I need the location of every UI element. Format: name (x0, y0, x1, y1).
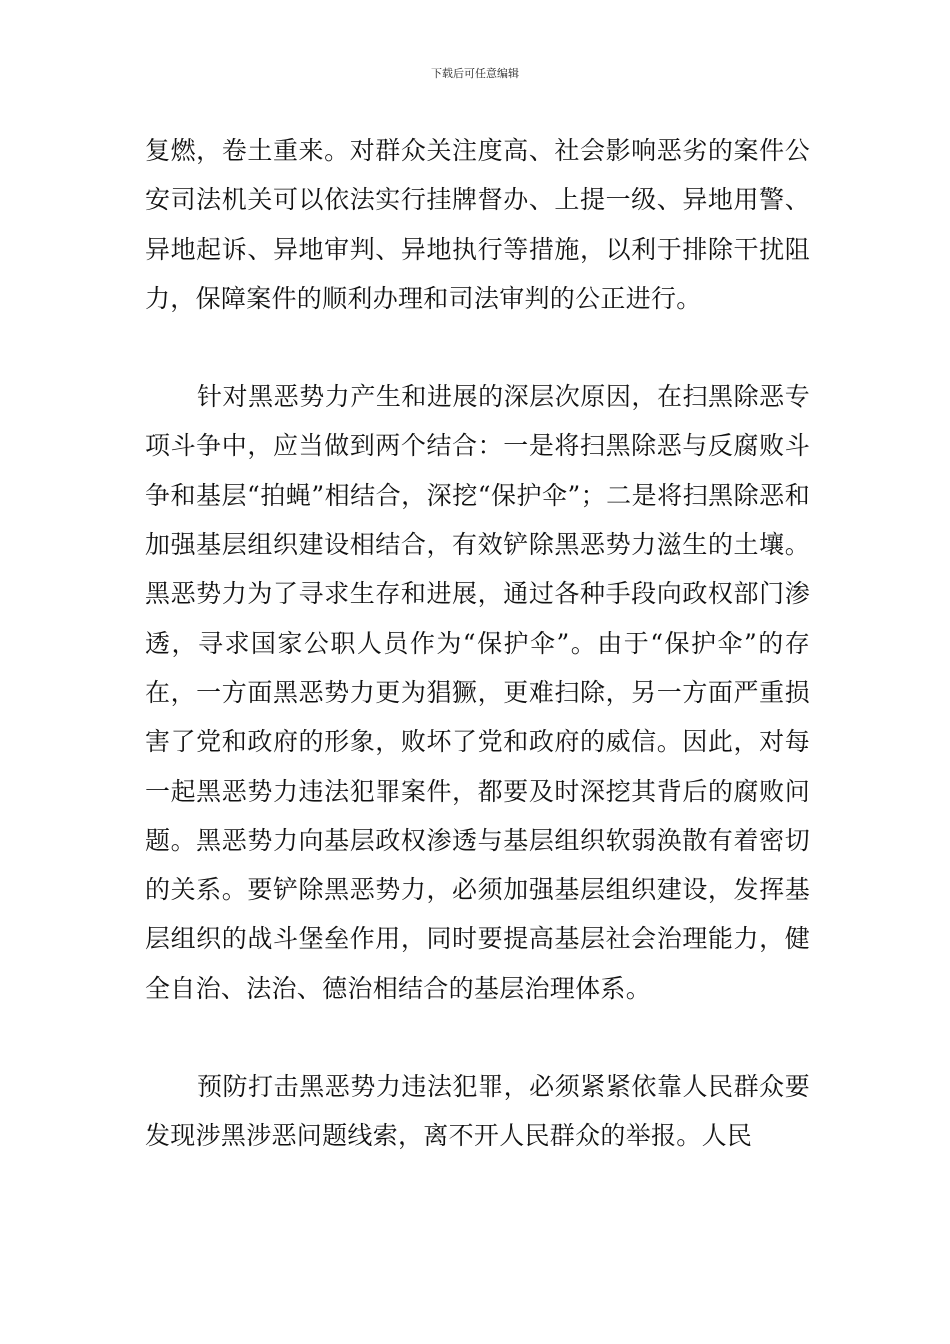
paragraph-3: 预防打击黑恶势力违法犯罪，必须紧紧依靠人民群众要发现涉黑涉恶问题线索，离不开人民群众的举报。人民 (145, 1072, 810, 1151)
document-body (145, 126, 810, 1161)
paragraph-gap (145, 323, 810, 372)
paragraph-2: 针对黑恶势力产生和进展的深层次原因，在扫黑除恶专项斗争中，应当做到两个结合：一是将扫黑除恶与反腐败斗争和基层“拍蝇”相结合，深挖“保护伞”；二是将扫黑除恶和加强基层组织建设相结合，有效铲除黑恶势力滋生的土壤。黑恶势力为了寻求生存和进展，通过各种手段向政权部门渗透，寻求国家公职人员作为“保护伞”。由于“保护伞”的存在，一方面黑恶势力更为猖獗，更难扫除，另一方面严重损害了党和政府的形象，败坏了党和政府的威信。因此，对每一起黑恶势力违法犯罪案件，都要及时深挖其背后的腐败问题。黑恶势力向基层政权渗透与基层组织软弱涣散有着密切的关系。要铲除黑恶势力，必须加强基层组织建设，发挥基层组织的战斗堡垒作用，同时要提高基层社会治理能力，健全自治、法治、德治相结合的基层治理体系。 (145, 382, 810, 1003)
paragraph-gap (145, 1013, 810, 1062)
header-note: 下载后可任意编辑 (431, 67, 519, 80)
paragraph-1: 复燃，卷土重来。对群众关注度高、社会影响恶劣的案件公安司法机关可以依法实行挂牌督办、上提一级、异地用警、异地起诉、异地审判、异地执行等措施，以利于排除干扰阻力，保障案件的顺利办理和司法审判的公正进行。 (145, 136, 810, 313)
